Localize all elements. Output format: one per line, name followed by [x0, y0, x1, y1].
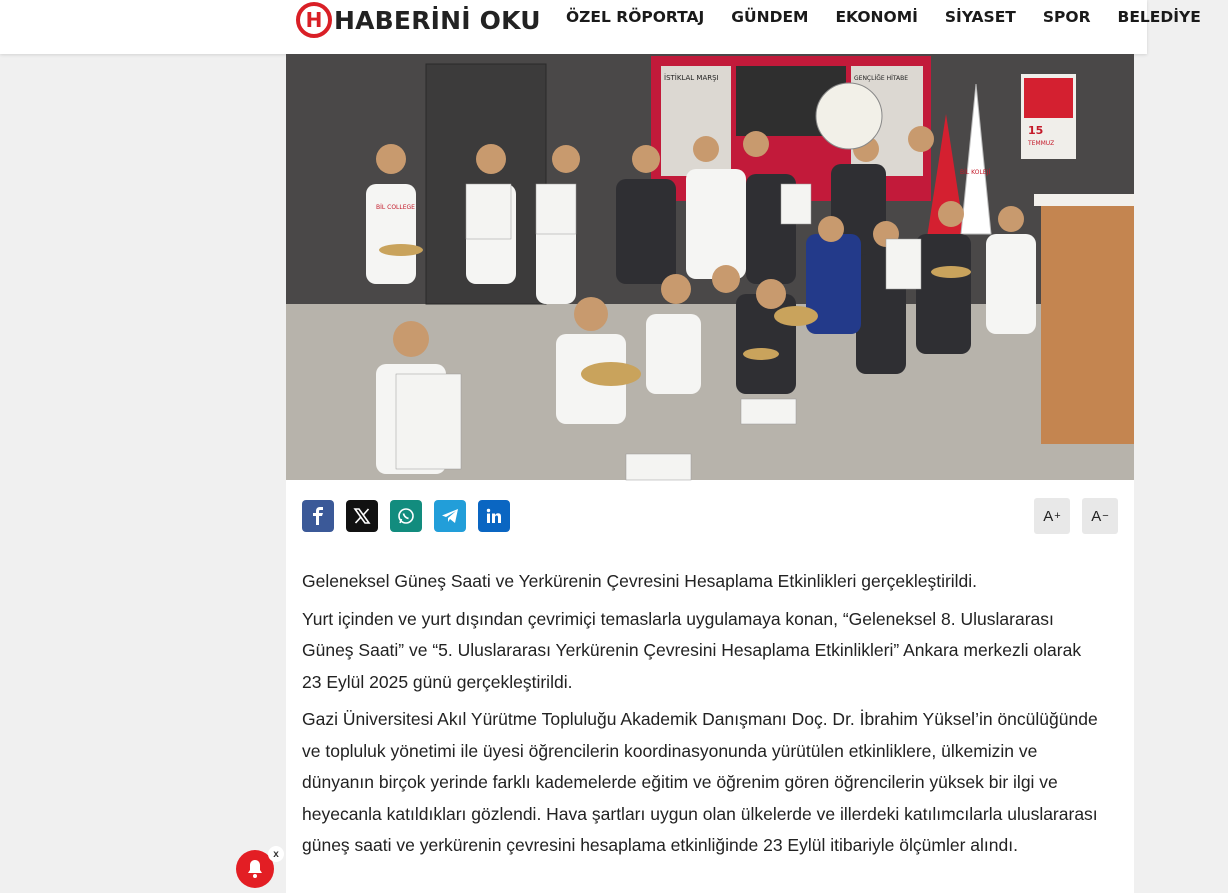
whatsapp-icon — [397, 507, 415, 525]
font-increase-sup: + — [1054, 510, 1061, 522]
poster-title: İSTİKLAL MARŞI — [664, 74, 719, 82]
nav-item-siyaset[interactable]: SİYASET — [944, 8, 1016, 26]
nav-item-gundem[interactable]: GÜNDEM — [731, 8, 809, 26]
photo-illustration — [286, 54, 1134, 480]
article-paragraph: Gazi Üniversitesi Akıl Yürütme Topluluğu Akademik Danışmanı Doç. Dr. İbrahim Yüksel’in öncülüğünde ve topluluk yönetimi ile üyesi öğrencilerin koordinasyonunda yürütülen etkinliklere, ülkemizin ve dünyanın birçok yerinde farklı kademelerde eğitim ve öğrenim gören öğrencilerin yüksek bir ilgi ve heyecanla katıldıkları gözlendi. Hava şartları uygun olan ülkelerde ve illerdeki katılımcılarla uluslararası güneş saati ve yerkürenin çevresini hesaplama etkinliğinde 23 Eylül itibariyle ölçümler alındı. — [302, 709, 1098, 855]
article-photo — [286, 54, 1134, 480]
article-paragraph: Geleneksel Güneş Saati ve Yerkürenin Çevresini Hesaplama Etkinlikleri gerçekleştirildi. — [302, 571, 978, 591]
facebook-icon — [311, 507, 325, 525]
x-share-button[interactable] — [346, 500, 378, 532]
linkedin-share-button[interactable] — [478, 500, 510, 532]
linkedin-icon — [486, 508, 502, 524]
site-logo[interactable] — [296, 0, 541, 40]
banner-number: 15 — [1028, 124, 1044, 137]
article-container — [286, 54, 1134, 893]
bell-icon — [246, 859, 264, 879]
whatsapp-share-button[interactable] — [390, 500, 422, 532]
font-increase-label: A — [1043, 507, 1054, 525]
site-header — [0, 0, 1201, 54]
font-decrease-button[interactable] — [1082, 498, 1118, 534]
font-decrease-sup: − — [1102, 510, 1109, 522]
nav-item-spor[interactable]: SPOR — [1042, 8, 1091, 26]
main-nav — [566, 8, 1228, 26]
article-paragraph: Yurt içinden ve yurt dışından çevrimiçi temaslarla uygulamaya konan, “Geleneksel 8. Uluslararası Güneş Saati” ve “5. Uluslararası Yerkürenin Çevresini Hesaplama Etkinlikleri” Ankara merkezli olarak 23 Eylül 2025 günü gerçekleştirildi. — [302, 608, 1082, 692]
telegram-share-button[interactable] — [434, 500, 466, 532]
font-decrease-label: A — [1091, 507, 1102, 525]
notification-close-button[interactable]: x — [268, 846, 284, 862]
logo-text: HABERİNİ OKU — [334, 5, 541, 35]
article-body — [302, 566, 1102, 868]
nav-item-ozel-roportaj[interactable]: ÖZEL RÖPORTAJ — [566, 8, 705, 26]
font-increase-button[interactable] — [1034, 498, 1070, 534]
poster-small: GENÇLİĞE HİTABE — [854, 75, 909, 82]
flag-text: BİL KOLEJİ — [960, 169, 991, 176]
shirt-text: BİL COLLEGE — [376, 204, 415, 211]
logo-mark: H — [296, 2, 332, 38]
x-twitter-icon — [354, 508, 370, 524]
telegram-icon — [441, 508, 459, 524]
nav-item-ekonomi[interactable]: EKONOMİ — [835, 8, 918, 26]
nav-item-belediye[interactable]: BELEDİYE — [1117, 8, 1201, 26]
font-size-controls — [1034, 498, 1118, 534]
facebook-share-button[interactable] — [302, 500, 334, 532]
banner-text: TEMMUZ — [1028, 140, 1055, 147]
share-buttons — [302, 500, 510, 532]
